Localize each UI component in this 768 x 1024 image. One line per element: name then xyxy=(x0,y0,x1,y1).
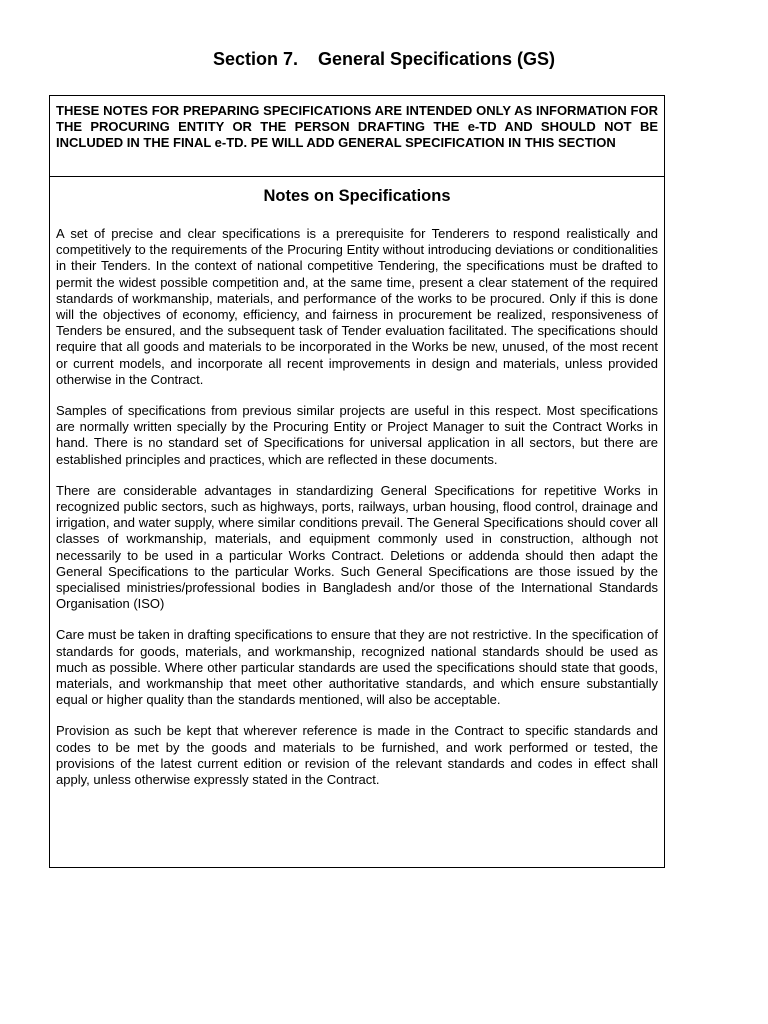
notes-content xyxy=(50,186,664,788)
notes-paragraph-2: Samples of specifications from previous similar projects are useful in this respect. Most specifications are normally written specially by the Procuring Entity or Project Manager to suit the Contract Works in hand. There is no standard set of Specifications for universal application in all sectors, but there are established principles and practices, which are reflected in these documents. xyxy=(56,403,658,467)
drafting-notice: THESE NOTES FOR PREPARING SPECIFICATIONS ARE INTENDED ONLY AS INFORMATION FOR THE PROCURING ENTITY OR THE PERSON DRAFTING THE e-TD AND SHOULD NOT BE INCLUDED IN THE FINAL e-TD. PE WILL ADD GENERAL SPECIFICATION IN THIS SECTION xyxy=(50,96,664,177)
page-title: Section 7. General Specifications (GS) xyxy=(212,49,556,69)
notes-paragraph-1: A set of precise and clear specifications is a prerequisite for Tenderers to respond realistically and competitively to the requirements of the Procuring Entity without introducing deviations or conditionalities in their Tenders. In the context of national competitive Tendering, the specifications must be drafted to permit the widest possible competition and, at the same time, present a clear statement of the required standards of workmanship, materials, and performance of the works to be procured. Only if this is done will the objectives of economy, efficiency, and fairness in procurement be realized, responsiveness of Tenders be ensured, and the subsequent task of Tender evaluation facilitated. The specifications should require that all goods and materials to be incorporated in the Works be new, unused, of the most recent or current models, and incorporate all recent improvements in design and materials, unless provided otherwise in the Contract. xyxy=(56,226,658,387)
notes-paragraph-3: There are considerable advantages in standardizing General Specifications for repetitive Works in recognized public sectors, such as highways, ports, railways, urban housing, flood control, drainage and irrigation, and water supply, where similar conditions prevail. The General Specifications should cover all classes of workmanship, materials, and equipment commonly used in construction, although not necessarily to be used in a particular Works Contract. Deletions or addenda should then adapt the General Specifications to the particular Works. Such General Specifications are those issued by the specialised ministries/professional bodies in Bangladesh and/or those of the International Standards Organisation (ISO) xyxy=(56,482,658,612)
notes-heading: Notes on Specifications xyxy=(263,187,451,205)
notes-paragraph-4: Care must be taken in drafting specifications to ensure that they are not restrictive. In the specification of standards for goods, materials, and workmanship, recognized national standards should be used as much as possible. Where other particular standards are used the specifications should state that goods, materials, and workmanship that meet other authoritative standards, and which ensure substantially equal or higher quality than the standards mentioned, will also be acceptable. xyxy=(56,627,658,708)
notes-paragraph-5: Provision as such be kept that wherever reference is made in the Contract to specific standards and codes to be met by the goods and materials to be furnished, and work performed or tested, the provisions of the latest current edition or revision of the relevant standards and codes in effect shall apply, unless otherwise expressly stated in the Contract. xyxy=(56,723,658,788)
specifications-notes-box xyxy=(49,95,665,868)
